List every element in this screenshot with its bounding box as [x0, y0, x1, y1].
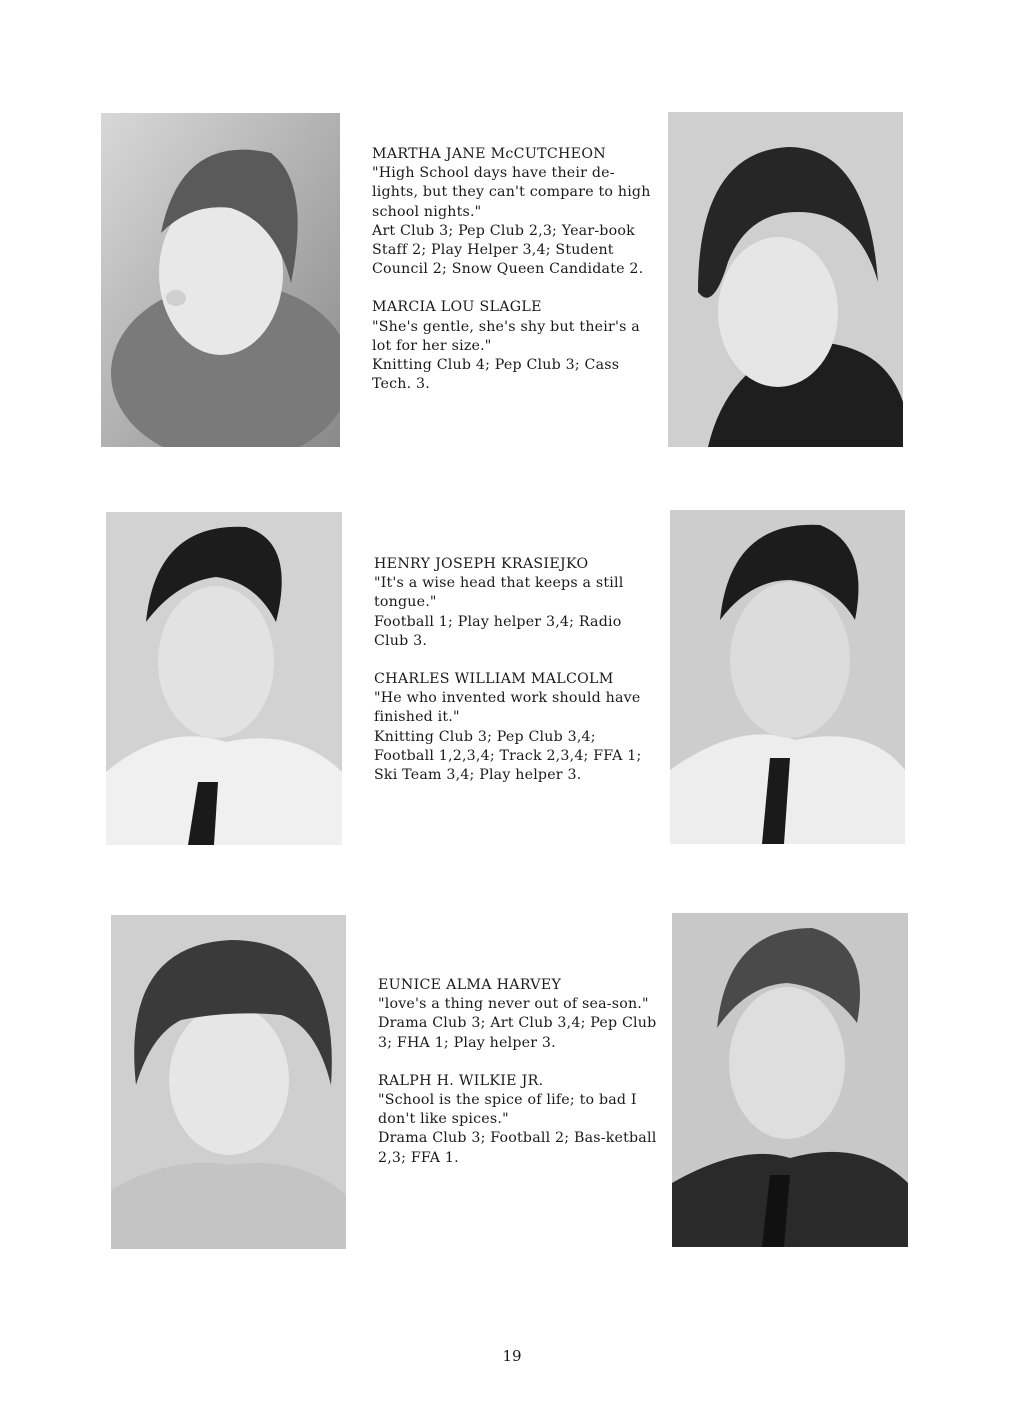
student-quote: "High School days have their de-lights, but they can't compare to high school nights." — [372, 165, 651, 220]
student-quote: "School is the spice of life; to bad I don't like spices." — [378, 1092, 637, 1128]
student-activities: Drama Club 3; Football 2; Bas-ketball 2,3; FFA 1. — [378, 1130, 657, 1166]
portrait-photo-henry-krasiejko — [106, 512, 342, 845]
portrait-photo-eunice-harvey — [111, 915, 346, 1249]
student-quote: "love's a thing never out of sea-son." — [378, 996, 649, 1013]
page-number: 19 — [502, 1347, 522, 1365]
student-entry — [378, 976, 658, 1053]
student-name: MARTHA JANE McCUTCHEON — [372, 146, 606, 162]
student-entry — [372, 145, 652, 279]
student-name: RALPH H. WILKIE JR. — [378, 1072, 544, 1089]
student-activities: Football 1; Play helper 3,4; Radio Club 3. — [374, 613, 622, 649]
student-entry — [374, 670, 654, 785]
portrait-photo-marcia-slagle — [668, 112, 903, 447]
student-name: MARCIA LOU SLAGLE — [372, 299, 542, 316]
bio-column-row-1 — [372, 145, 652, 413]
student-name: EUNICE ALMA HARVEY — [378, 977, 562, 993]
portrait-photo-martha-mccutcheon — [101, 113, 340, 447]
student-activities: Knitting Club 4; Pep Club 3; Cass Tech. 3. — [372, 357, 620, 393]
student-entry — [378, 1072, 658, 1168]
student-activities: Art Club 3; Pep Club 2,3; Year-book Staff 2; Play Helper 3,4; Student Council 2; Snow Queen Candidate 2. — [372, 222, 644, 278]
bio-column-row-2 — [374, 555, 654, 804]
student-entry — [372, 298, 652, 394]
student-name: CHARLES WILLIAM MALCOLM — [374, 671, 614, 688]
student-entry — [374, 555, 654, 651]
portrait-photo-charles-malcolm — [670, 510, 905, 844]
bio-column-row-3 — [378, 976, 658, 1187]
student-quote: "He who invented work should have finished it." — [374, 690, 641, 726]
student-name: HENRY JOSEPH KRASIEJKO — [374, 556, 589, 572]
student-quote: "It's a wise head that keeps a still tongue." — [374, 575, 624, 611]
student-activities: Drama Club 3; Art Club 3,4; Pep Club 3; FHA 1; Play helper 3. — [378, 1015, 657, 1051]
student-quote: "She's gentle, she's shy but their's a lot for her size." — [372, 318, 640, 354]
student-activities: Knitting Club 3; Pep Club 3,4; Football 1,2,3,4; Track 2,3,4; FFA 1; Ski Team 3,4; Play helper 3. — [374, 728, 642, 784]
portrait-photo-ralph-wilkie — [672, 913, 908, 1247]
